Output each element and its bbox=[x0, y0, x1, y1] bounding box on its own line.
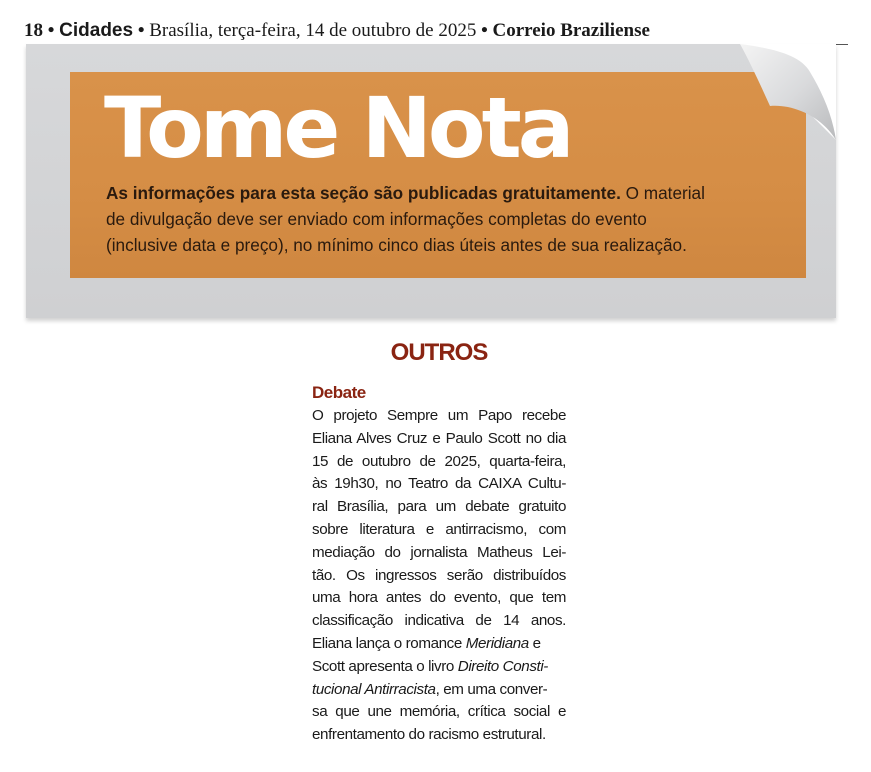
book-title-direito: Direito Consti- bbox=[457, 657, 548, 675]
note-lead: As informações para esta seção são publicadas gratuitamente. bbox=[106, 183, 621, 203]
header-separator: • bbox=[137, 20, 145, 41]
note-line-2: de divulgação deve ser enviado com informações completas do evento bbox=[106, 209, 647, 229]
page-number: 18 bbox=[24, 20, 43, 41]
article-body bbox=[312, 405, 566, 747]
article-title: Debate bbox=[312, 383, 366, 402]
article-line bbox=[312, 656, 566, 679]
article bbox=[312, 381, 566, 747]
dateline: Brasília, terça-feira, 14 de outubro de 2025 bbox=[149, 20, 477, 41]
article-line: Eliana Alves Cruz e Paulo Scott no dia bbox=[312, 429, 566, 447]
article-text: Scott apresenta o livro bbox=[312, 657, 454, 675]
article-line: às 19h30, no Teatro da CAIXA Cultu- bbox=[312, 475, 566, 493]
note-text bbox=[106, 180, 716, 258]
article-line: sobre literatura e antirracismo, com bbox=[312, 520, 566, 538]
header-separator: • bbox=[47, 20, 55, 41]
newspaper-name: Correio Braziliense bbox=[492, 20, 650, 41]
book-title-direito-cont: tucional Antirracista bbox=[312, 680, 436, 698]
article-line: ral Brasília, para um debate gratuito bbox=[312, 498, 566, 516]
article-text: Eliana lança o romance bbox=[312, 634, 462, 652]
page-curl-icon bbox=[740, 44, 836, 140]
article-line: classificação indicativa de 14 anos. bbox=[312, 612, 566, 630]
article-line bbox=[312, 633, 566, 656]
article-line: 15 de outubro de 2025, quarta-feira, bbox=[312, 452, 566, 470]
article-line: enfrentamento do racismo estrutural. bbox=[312, 726, 546, 744]
note-title: Tome Nota bbox=[104, 79, 571, 177]
note-line-1-rest: O material bbox=[625, 183, 705, 203]
article-line: O projeto Sempre um Papo recebe bbox=[312, 407, 566, 424]
article-line bbox=[312, 679, 566, 702]
article-line: tão. Os ingressos serão distribuídos bbox=[312, 566, 566, 584]
article-text: e bbox=[532, 634, 541, 652]
article-line: uma hora antes do evento, que tem bbox=[312, 589, 566, 607]
section-heading: OUTROS bbox=[390, 339, 488, 366]
header-separator: • bbox=[481, 20, 488, 41]
article-line: mediação do jornalista Matheus Lei- bbox=[312, 543, 566, 561]
note-line-3: (inclusive data e preço), no mínimo cinco dias úteis antes de sua realização. bbox=[106, 235, 687, 255]
section-name: Cidades bbox=[59, 20, 134, 41]
article-text: , em uma conver- bbox=[435, 680, 548, 698]
article-line: sa que une memória, crítica social e bbox=[312, 703, 566, 721]
book-title-meridiana: Meridiana bbox=[465, 634, 529, 652]
page-header bbox=[24, 18, 848, 44]
